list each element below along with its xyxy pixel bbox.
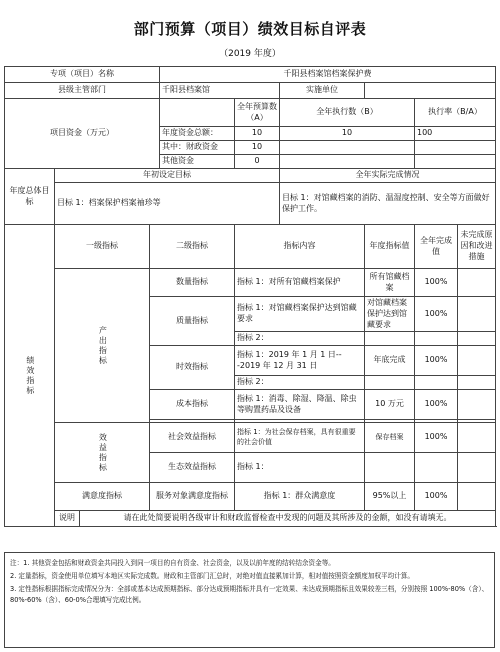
funds-exec-header: 全年执行数（B） bbox=[280, 99, 415, 127]
funds-fiscal-rate bbox=[415, 141, 496, 155]
timeliness-content-2: 指标 2： bbox=[235, 376, 365, 390]
evaluation-table bbox=[4, 66, 496, 527]
ecological-indicator-label: 生态效益指标 bbox=[150, 453, 235, 483]
quantity-value: 所有馆藏档案 bbox=[365, 269, 415, 297]
service-satisfaction-label: 服务对象满意度指标 bbox=[150, 483, 235, 511]
department-label: 县级主管部门 bbox=[5, 83, 160, 99]
funds-other-budget: 0 bbox=[235, 155, 280, 169]
cost-content: 指标 1：消毒、除湿、降温、除虫等购置药品及设备 bbox=[235, 390, 365, 420]
project-name-label: 专项（项目）名称 bbox=[5, 67, 160, 83]
quality-value-2 bbox=[365, 332, 415, 346]
satisfaction-value: 95%以上 bbox=[365, 483, 415, 511]
funds-total-budget: 10 bbox=[235, 127, 280, 141]
cost-completion: 100% bbox=[415, 390, 458, 420]
quality-completion-2 bbox=[415, 332, 458, 346]
funds-blank-header bbox=[160, 99, 235, 127]
timeliness-completion-2 bbox=[415, 376, 458, 390]
completion-header: 全年完成值 bbox=[415, 225, 458, 269]
funds-fiscal-exec bbox=[280, 141, 415, 155]
funds-total-exec: 10 bbox=[280, 127, 415, 141]
initial-goal-text: 目标 1：档案保护档案袖珍等 bbox=[55, 183, 280, 225]
note-1: 注：1. 其他资金包括和财政资金共同投入到同一项目的自有资金、社会资金，以及以前年度的结转结余资金等。 bbox=[10, 559, 335, 567]
quality-reasons-2 bbox=[458, 332, 496, 346]
funds-other-exec bbox=[280, 155, 415, 169]
output-indicator-label: 产出指标 bbox=[55, 269, 150, 423]
funds-other-rate bbox=[415, 155, 496, 169]
funds-total-rate: 100 bbox=[415, 127, 496, 141]
quality-value-1: 对馆藏档案保护达到馆藏要求 bbox=[365, 297, 415, 332]
timeliness-completion-1: 100% bbox=[415, 346, 458, 376]
social-value: 保存档案 bbox=[365, 423, 415, 453]
funds-rate-header: 执行率（B/A） bbox=[415, 99, 496, 127]
cost-indicator-label: 成本指标 bbox=[150, 390, 235, 420]
timeliness-content-1: 指标 1：2019 年 1 月 1 日---2019 年 12 月 31 日 bbox=[235, 346, 365, 376]
timeliness-indicator-label: 时效指标 bbox=[150, 346, 235, 390]
social-content: 指标 1：为社会保存档案，具有很重要的社会价值 bbox=[235, 423, 365, 453]
quality-content-1: 指标 1：对馆藏档案保护达到馆藏要求 bbox=[235, 297, 365, 332]
form-year: （2019 年度） bbox=[219, 49, 281, 59]
indicators-section-label: 绩效指标 bbox=[5, 225, 55, 527]
actual-completion-text: 目标 1：对馆藏档案的消防、温湿度控制、安全等方面做好保护工作。 bbox=[280, 183, 496, 225]
remark-text: 请在此处简要说明各级审计和财政监督检查中发现的问题及其所涉及的金额，如没有请填无。 bbox=[80, 511, 496, 527]
remark-label: 说明 bbox=[55, 511, 80, 527]
quantity-content: 指标 1：对所有馆藏档案保护 bbox=[235, 269, 365, 297]
form-title: 部门预算（项目）绩效目标自评表 bbox=[133, 20, 367, 38]
quality-reasons-1 bbox=[458, 297, 496, 332]
quantity-completion: 100% bbox=[415, 269, 458, 297]
quality-completion-1: 100% bbox=[415, 297, 458, 332]
ecological-content: 指标 1： bbox=[235, 453, 365, 483]
funds-fiscal-budget: 10 bbox=[235, 141, 280, 155]
satisfaction-completion: 100% bbox=[415, 483, 458, 511]
actual-completion-header: 全年实际完成情况 bbox=[280, 169, 496, 183]
timeliness-reasons-1 bbox=[458, 346, 496, 376]
satisfaction-indicator-label: 满意度指标 bbox=[55, 483, 150, 511]
note-3: 3. 定性指标根据指标完成情况分为：全部或基本达成预期指标、部分达成预期指标并具有一定效果、未达成预期指标且效果较差三档，分别按照 100%-80%（含）、80%-60%（含）、60-0%合理填写完成比例。 bbox=[10, 585, 489, 604]
social-indicator-label: 社会效益指标 bbox=[150, 423, 235, 453]
funds-total-label: 年度资金总额： bbox=[160, 127, 235, 141]
cost-value: 10 万元 bbox=[365, 390, 415, 420]
social-reasons bbox=[458, 423, 496, 453]
timeliness-value-2 bbox=[365, 376, 415, 390]
level1-header: 一级指标 bbox=[55, 225, 150, 269]
content-header: 指标内容 bbox=[235, 225, 365, 269]
funds-label: 项目资金（万元） bbox=[5, 99, 160, 169]
reasons-header: 未完成原因和改进措施 bbox=[458, 225, 496, 269]
notes-box bbox=[4, 552, 495, 648]
ecological-value bbox=[365, 453, 415, 483]
note-2: 2. 定量指标，资金使用单位填写本地区实际完成数。财政和主管部门汇总时，对绝对值直接累加计算，相对值按照资金额度加权平均计算。 bbox=[10, 572, 415, 581]
timeliness-reasons-2 bbox=[458, 376, 496, 390]
quality-indicator-label: 质量指标 bbox=[150, 297, 235, 346]
project-name-value: 千阳县档案馆档案保护费 bbox=[160, 67, 496, 83]
annual-value-header: 年度指标值 bbox=[365, 225, 415, 269]
social-completion: 100% bbox=[415, 423, 458, 453]
implementing-unit-value bbox=[365, 83, 496, 99]
implementing-unit-label: 实施单位 bbox=[280, 83, 365, 99]
funds-other-label: 其他资金 bbox=[160, 155, 235, 169]
ecological-reasons bbox=[458, 453, 496, 483]
funds-fiscal-label: 其中：财政资金 bbox=[160, 141, 235, 155]
timeliness-value-1: 年底完成 bbox=[365, 346, 415, 376]
annual-goals-label: 年度总体目标 bbox=[5, 169, 55, 225]
quantity-indicator-label: 数量指标 bbox=[150, 269, 235, 297]
quantity-reasons bbox=[458, 269, 496, 297]
ecological-completion bbox=[415, 453, 458, 483]
initial-goal-header: 年初设定目标 bbox=[55, 169, 280, 183]
level2-header: 二级指标 bbox=[150, 225, 235, 269]
funds-budget-header: 全年预算数（A） bbox=[235, 99, 280, 127]
quality-content-2: 指标 2： bbox=[235, 332, 365, 346]
cost-reasons bbox=[458, 390, 496, 420]
department-value: 千阳县档案馆 bbox=[160, 83, 280, 99]
satisfaction-reasons bbox=[458, 483, 496, 511]
satisfaction-content: 指标 1：群众满意度 bbox=[235, 483, 365, 511]
benefit-indicator-label: 效益指标 bbox=[55, 423, 150, 483]
